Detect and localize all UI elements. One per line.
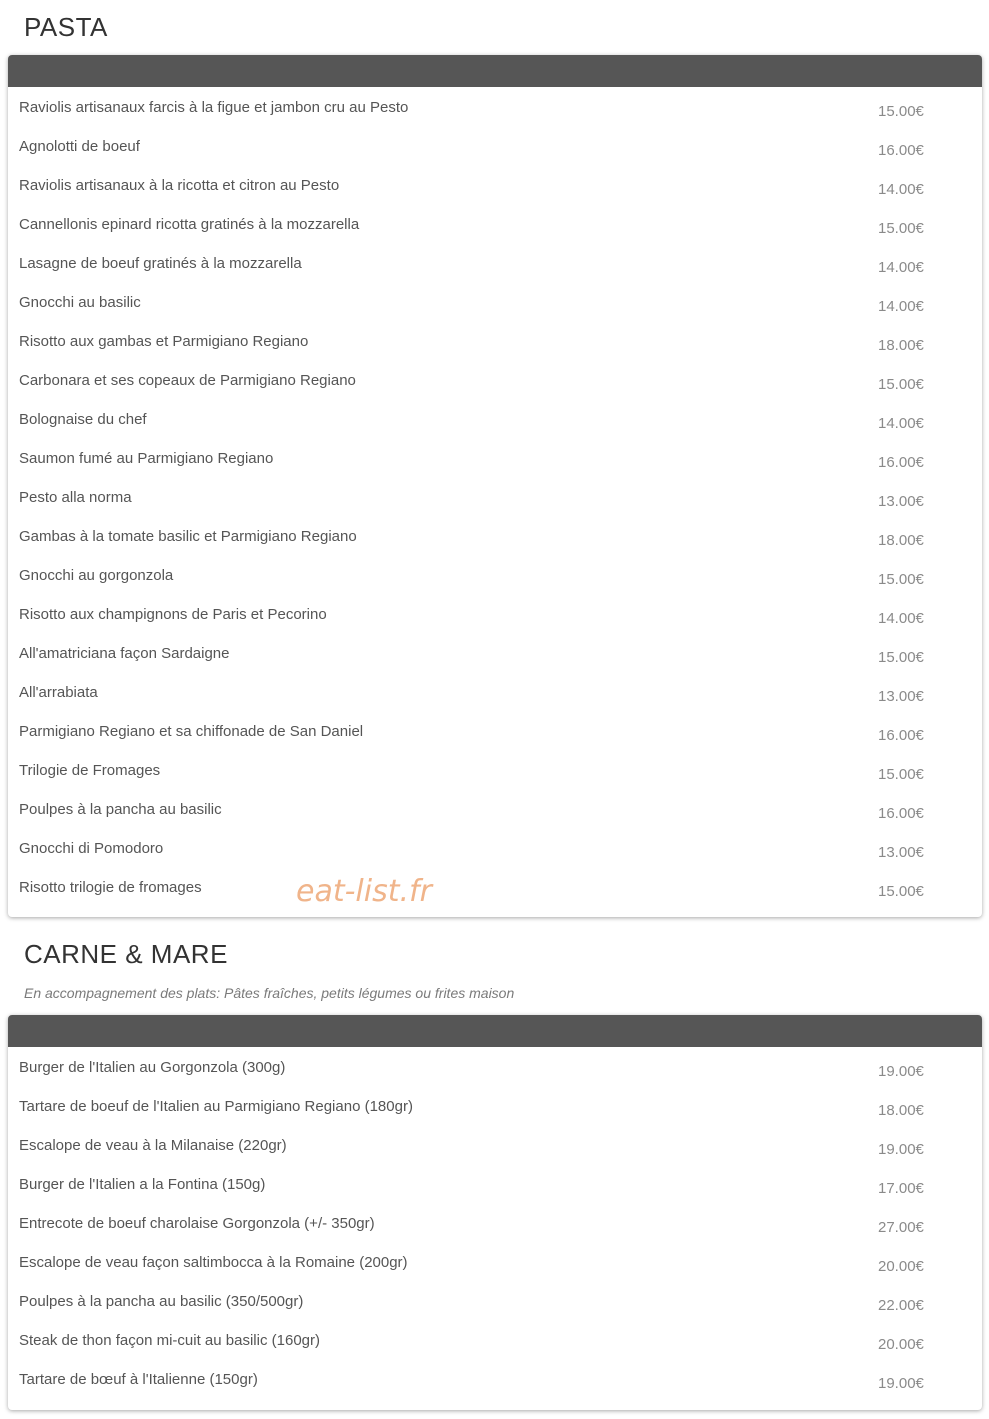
menu-item-price: 14.00€ (878, 415, 924, 432)
menu-card-carne-mare (8, 1015, 982, 1410)
menu-item-price: 15.00€ (878, 376, 924, 393)
menu-item-name: Steak de thon façon mi-cuit au basilic (160gr) (19, 1332, 320, 1349)
menu-item-row (8, 1047, 982, 1086)
menu-item-price: 16.00€ (878, 727, 924, 744)
menu-item-name: Lasagne de boeuf gratinés à la mozzarella (19, 255, 302, 272)
menu-item-price: 15.00€ (878, 220, 924, 237)
menu-item-row (8, 438, 982, 477)
menu-item-price: 19.00€ (878, 1375, 924, 1392)
menu-item-price: 19.00€ (878, 1063, 924, 1080)
menu-item-name: Raviolis artisanaux farcis à la figue et jambon cru au Pesto (19, 99, 409, 116)
menu-item-name: Gnocchi au basilic (19, 294, 141, 311)
menu-item-price: 14.00€ (878, 259, 924, 276)
menu-item-row (8, 555, 982, 594)
menu-item-row (8, 867, 982, 906)
menu-item-name: Poulpes à la pancha au basilic (350/500gr) (19, 1293, 304, 1310)
menu-card-pasta (8, 55, 982, 917)
menu-item-name: Agnolotti de boeuf (19, 138, 140, 155)
menu-item-name: Entrecote de boeuf charolaise Gorgonzola (+/- 350gr) (19, 1215, 375, 1232)
menu-item-name: Gnocchi di Pomodoro (19, 840, 164, 857)
menu-item-price: 22.00€ (878, 1297, 924, 1314)
menu-item-price: 18.00€ (878, 337, 924, 354)
section-title-pasta: PASTA (24, 12, 108, 42)
menu-item-name: Parmigiano Regiano et sa chiffonade de San Daniel (19, 723, 364, 740)
menu-item-price: 20.00€ (878, 1258, 924, 1275)
menu-item-price: 14.00€ (878, 181, 924, 198)
menu-item-row (8, 789, 982, 828)
menu-item-row (8, 243, 982, 282)
menu-item-row (8, 126, 982, 165)
menu-item-price: 13.00€ (878, 688, 924, 705)
menu-item-name: Burger de l'Italien au Gorgonzola (300g) (19, 1059, 286, 1076)
menu-item-price: 15.00€ (878, 571, 924, 588)
menu-list-carne-mare (8, 1047, 982, 1398)
menu-item-price: 18.00€ (878, 532, 924, 549)
menu-item-price: 15.00€ (878, 883, 924, 900)
menu-item-row (8, 711, 982, 750)
watermark-text: eat-list.fr (296, 874, 432, 909)
menu-item-price: 13.00€ (878, 844, 924, 861)
menu-item-name: Risotto aux gambas et Parmigiano Regiano (19, 333, 309, 350)
menu-item-name: Risotto aux champignons de Paris et Pecorino (19, 606, 327, 623)
menu-item-name: Escalope de veau façon saltimbocca à la Romaine (200gr) (19, 1254, 408, 1271)
menu-item-row (8, 204, 982, 243)
menu-card-header (8, 55, 982, 87)
menu-item-name: Escalope de veau à la Milanaise (220gr) (19, 1137, 287, 1154)
menu-item-row (8, 399, 982, 438)
menu-item-row (8, 165, 982, 204)
menu-item-price: 15.00€ (878, 649, 924, 666)
menu-item-price: 14.00€ (878, 298, 924, 315)
menu-item-name: Risotto trilogie de fromages (19, 879, 202, 896)
menu-item-name: Pesto alla norma (19, 489, 132, 506)
menu-item-name: Burger de l'Italien a la Fontina (150g) (19, 1176, 266, 1193)
menu-item-row (8, 750, 982, 789)
menu-item-row (8, 477, 982, 516)
menu-item-name: Poulpes à la pancha au basilic (19, 801, 222, 818)
section-title-carne-mare: CARNE & MARE (24, 939, 228, 969)
menu-item-row (8, 633, 982, 672)
menu-item-name: Cannellonis epinard ricotta gratinés à la mozzarella (19, 216, 360, 233)
menu-item-name: All'amatriciana façon Sardaigne (19, 645, 230, 662)
menu-item-price: 15.00€ (878, 103, 924, 120)
menu-item-row (8, 1281, 982, 1320)
menu-item-name: Carbonara et ses copeaux de Parmigiano Regiano (19, 372, 356, 389)
menu-item-name: Bolognaise du chef (19, 411, 147, 428)
menu-item-row (8, 828, 982, 867)
menu-item-price: 18.00€ (878, 1102, 924, 1119)
menu-item-price: 16.00€ (878, 142, 924, 159)
menu-item-name: Saumon fumé au Parmigiano Regiano (19, 450, 274, 467)
menu-item-name: All'arrabiata (19, 684, 98, 701)
menu-item-row (8, 672, 982, 711)
menu-item-row (8, 1203, 982, 1242)
menu-list-pasta (8, 87, 982, 906)
menu-item-row (8, 1086, 982, 1125)
menu-item-price: 16.00€ (878, 454, 924, 471)
menu-item-price: 20.00€ (878, 1336, 924, 1353)
menu-item-name: Gambas à la tomate basilic et Parmigiano Regiano (19, 528, 357, 545)
menu-item-row (8, 594, 982, 633)
menu-item-row (8, 1320, 982, 1359)
menu-item-price: 15.00€ (878, 766, 924, 783)
menu-item-price: 14.00€ (878, 610, 924, 627)
menu-item-row (8, 87, 982, 126)
menu-item-price: 13.00€ (878, 493, 924, 510)
menu-card-header (8, 1015, 982, 1047)
section-note: En accompagnement des plats: Pâtes fraîches, petits légumes ou frites maison (24, 985, 515, 1001)
menu-item-row (8, 1164, 982, 1203)
menu-item-name: Tartare de bœuf à l'Italienne (150gr) (19, 1371, 258, 1388)
menu-item-row (8, 360, 982, 399)
menu-item-price: 19.00€ (878, 1141, 924, 1158)
menu-item-price: 17.00€ (878, 1180, 924, 1197)
menu-item-price: 27.00€ (878, 1219, 924, 1236)
menu-item-name: Gnocchi au gorgonzola (19, 567, 174, 584)
menu-item-name: Tartare de boeuf de l'Italien au Parmigiano Regiano (180gr) (19, 1098, 413, 1115)
menu-item-row (8, 1125, 982, 1164)
menu-item-name: Trilogie de Fromages (19, 762, 161, 779)
menu-item-row (8, 516, 982, 555)
menu-item-row (8, 282, 982, 321)
menu-item-row (8, 321, 982, 360)
menu-item-row (8, 1359, 982, 1398)
menu-item-price: 16.00€ (878, 805, 924, 822)
menu-item-name: Raviolis artisanaux à la ricotta et citron au Pesto (19, 177, 340, 194)
menu-item-row (8, 1242, 982, 1281)
